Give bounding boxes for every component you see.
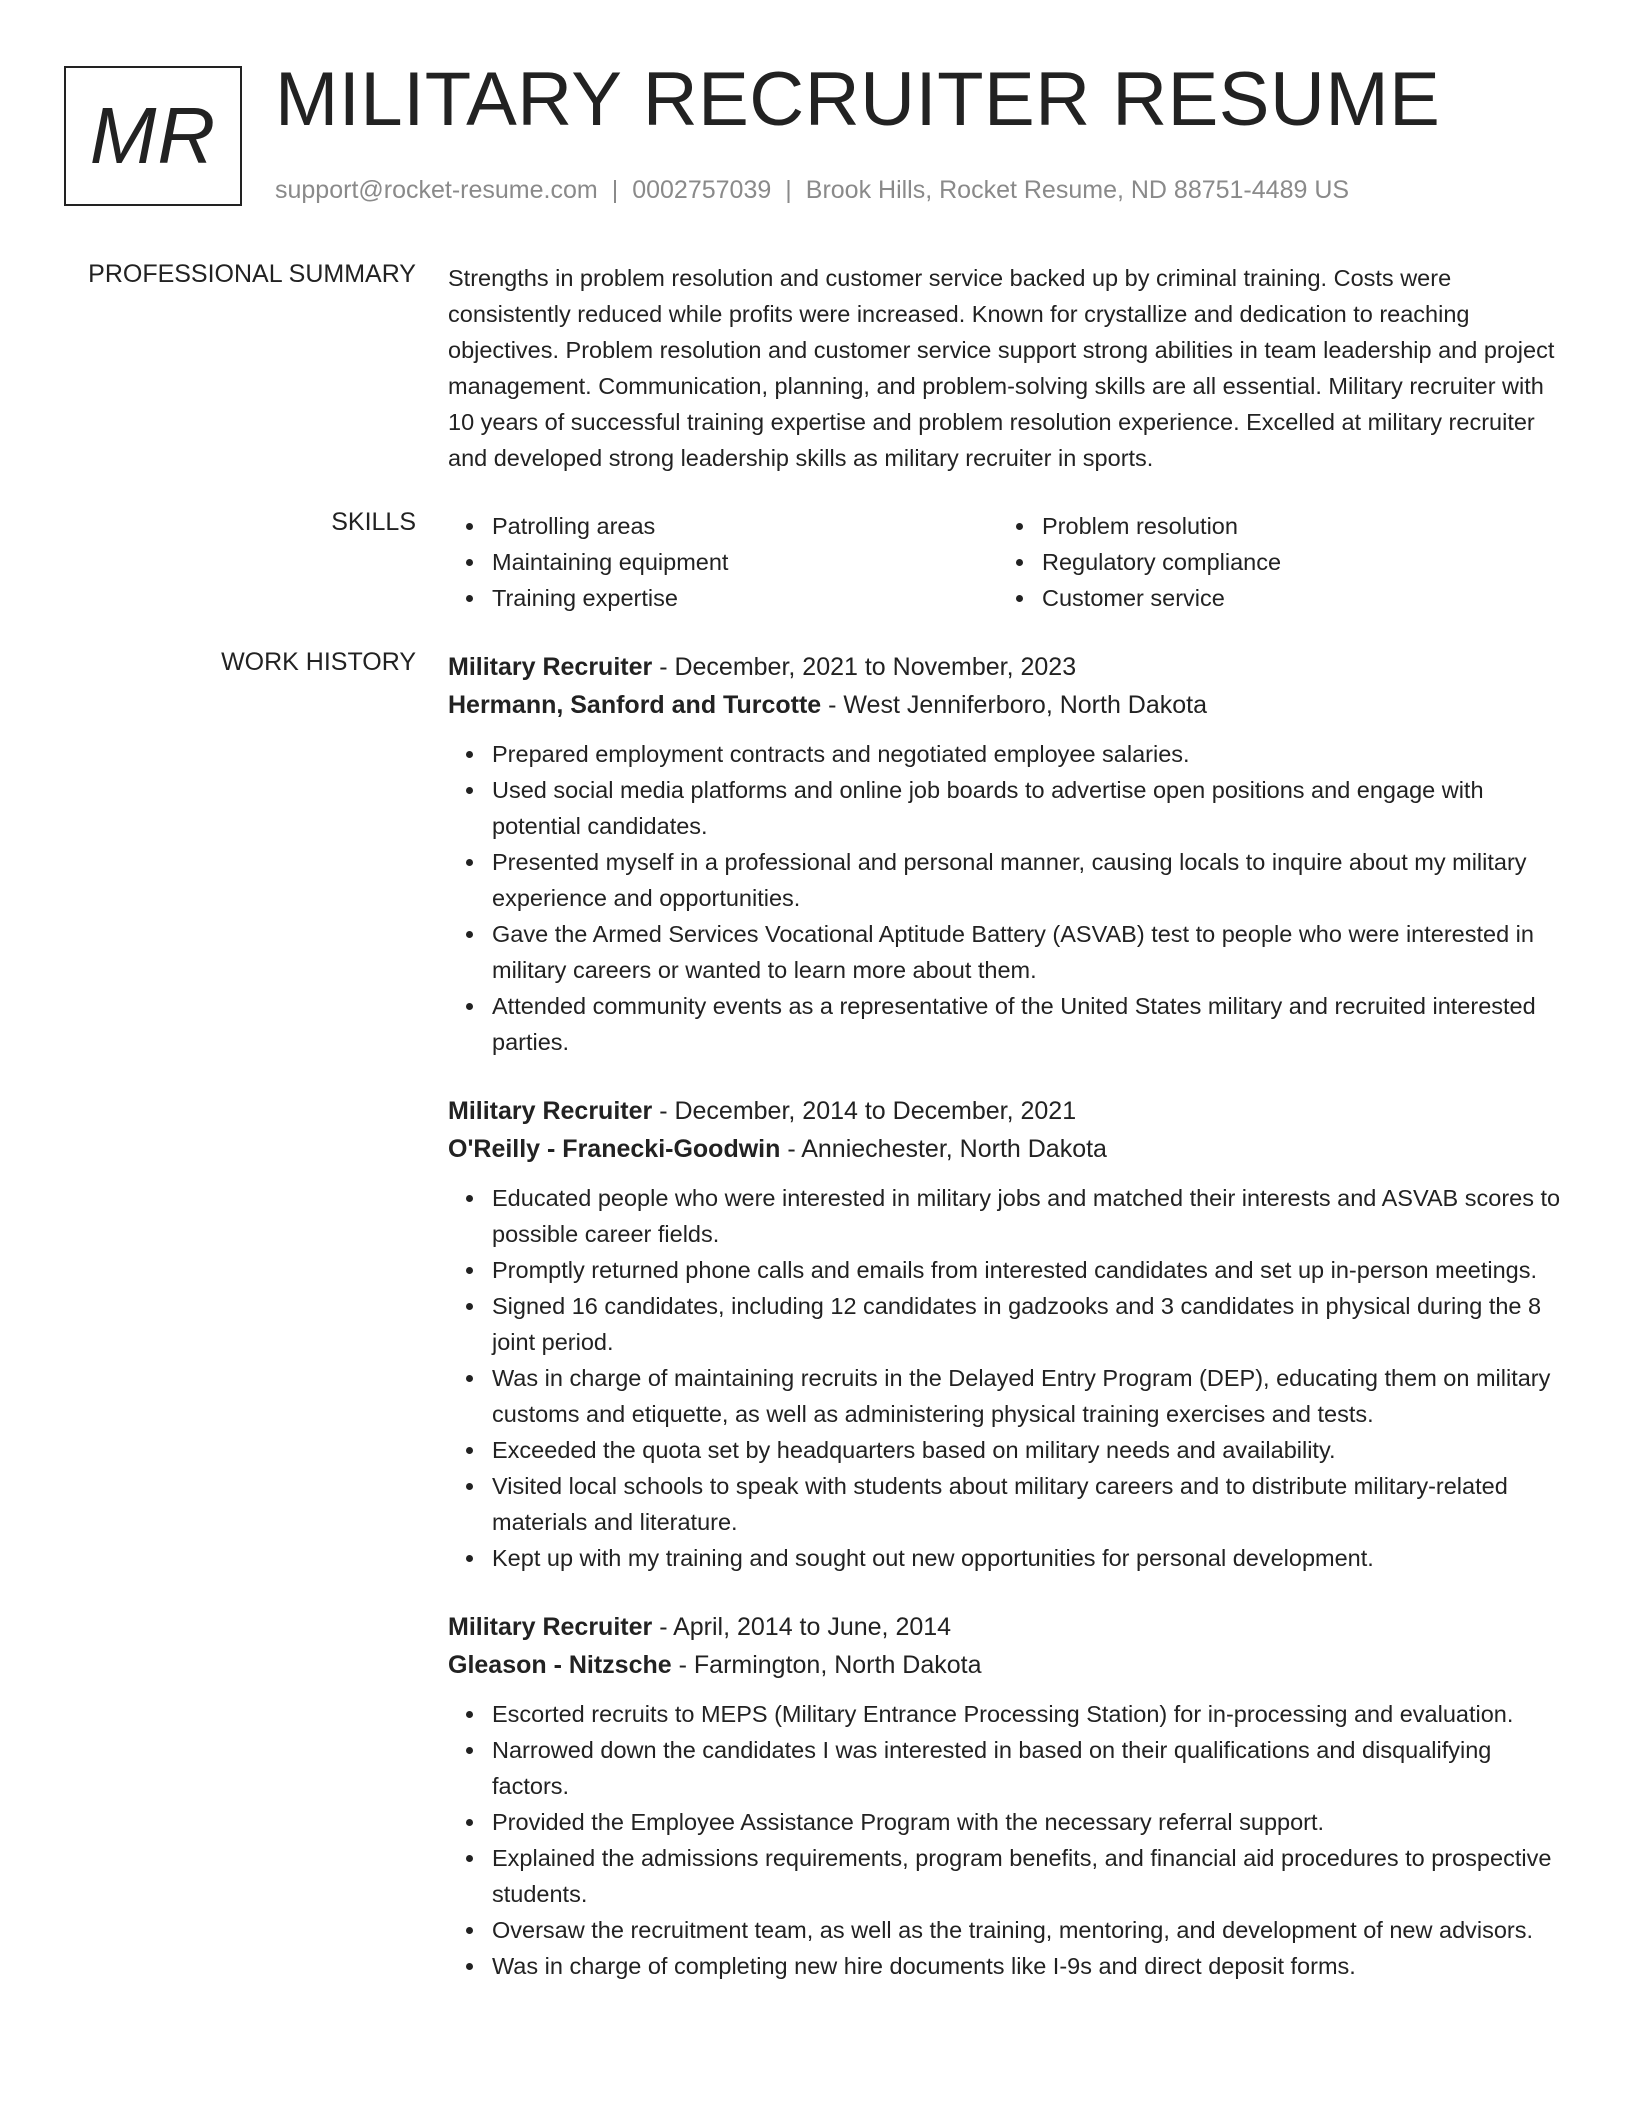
skill-item: Training expertise <box>492 580 998 616</box>
job-bullet: Escorted recruits to MEPS (Military Entrance Processing Station) for in-processing and evaluation. <box>492 1696 1570 1732</box>
job-bullet: Narrowed down the candidates I was interested in based on their qualifications and disqualifying factors. <box>492 1732 1570 1804</box>
job-bullets <box>448 1696 1570 1984</box>
job-bullet: Presented myself in a professional and personal manner, causing locals to inquire about my military experience and opportunities. <box>492 844 1570 916</box>
job-bullets <box>448 736 1570 1060</box>
job-company: O'Reilly - Franecki-Goodwin <box>448 1135 781 1163</box>
job-title-line <box>448 1092 1570 1130</box>
job-company-line <box>448 686 1570 724</box>
job-title-line <box>448 648 1570 686</box>
work-body <box>448 648 1570 2016</box>
job-title-line <box>448 1608 1570 1646</box>
skills-list-right <box>998 508 1548 616</box>
job-bullet: Educated people who were interested in military jobs and matched their interests and ASVAB scores to possible career fields. <box>492 1180 1570 1252</box>
contact-address: Brook Hills, Rocket Resume, ND 88751-4489 US <box>805 176 1350 204</box>
job-bullet: Visited local schools to speak with students about military careers and to distribute military-related materials and literature. <box>492 1468 1570 1540</box>
job-bullet: Promptly returned phone calls and emails from interested candidates and set up in-person meetings. <box>492 1252 1570 1288</box>
skill-item: Problem resolution <box>1042 508 1548 544</box>
job-role: Military Recruiter <box>448 653 653 681</box>
job-bullet: Used social media platforms and online job boards to advertise open positions and engage with potential candidates. <box>492 772 1570 844</box>
job-bullet: Attended community events as a representative of the United States military and recruited interested parties. <box>492 988 1570 1060</box>
job-bullet: Prepared employment contracts and negotiated employee salaries. <box>492 736 1570 772</box>
summary-text: Strengths in problem resolution and customer service backed up by criminal training. Costs were consistently reduced while profits were increased. Known for crystallize and dedication to reaching objectives. Problem resolution and customer service support strong abilities in team leadership and project management. Communication, planning, and problem-solving skills are all essential. Military recruiter with 10 years of successful training expertise and problem resolution experience. Excelled at military recruiter and developed strong leadership skills as military recruiter in sports. <box>448 265 1555 471</box>
job-location: - West Jenniferboro, North Dakota <box>821 691 1208 719</box>
skill-item: Patrolling areas <box>492 508 998 544</box>
job-bullet: Gave the Armed Services Vocational Aptitude Battery (ASVAB) test to people who were interested in military careers or wanted to learn more about them. <box>492 916 1570 988</box>
job-bullet: Explained the admissions requirements, program benefits, and financial aid procedures to prospective students. <box>492 1840 1570 1912</box>
job-dates: - December, 2021 to November, 2023 <box>652 653 1077 681</box>
job-location: - Anniechester, North Dakota <box>780 1135 1107 1163</box>
job-entry <box>448 1608 1570 1984</box>
job-entry <box>448 1092 1570 1576</box>
skills-columns <box>448 508 1570 616</box>
job-company-line <box>448 1646 1570 1684</box>
job-bullet: Signed 16 candidates, including 12 candidates in gadzooks and 3 candidates in physical during the 8 joint period. <box>492 1288 1570 1360</box>
job-bullet: Kept up with my training and sought out new opportunities for personal development. <box>492 1540 1570 1576</box>
resume-title: MILITARY RECRUITER RESUME <box>275 57 1441 142</box>
job-bullet: Exceeded the quota set by headquarters based on military needs and availability. <box>492 1432 1570 1468</box>
job-company: Hermann, Sanford and Turcotte <box>448 691 822 719</box>
job-bullets <box>448 1180 1570 1576</box>
skills-heading: SKILLS <box>331 508 416 536</box>
summary-body <box>448 260 1570 476</box>
job-dates: - December, 2014 to December, 2021 <box>652 1097 1077 1125</box>
job-bullet: Oversaw the recruitment team, as well as the training, mentoring, and development of new advisors. <box>492 1912 1570 1948</box>
skills-body <box>448 508 1570 616</box>
job-role: Military Recruiter <box>448 1097 653 1125</box>
skills-list-left <box>448 508 998 616</box>
job-company: Gleason - Nitzsche <box>448 1651 672 1679</box>
job-location: - Farmington, North Dakota <box>671 1651 982 1679</box>
monogram-logo: MR <box>64 66 242 206</box>
summary-heading: PROFESSIONAL SUMMARY <box>88 260 416 288</box>
skill-item: Customer service <box>1042 580 1548 616</box>
contact-separator: | <box>785 176 792 204</box>
skill-item: Maintaining equipment <box>492 544 998 580</box>
skill-item: Regulatory compliance <box>1042 544 1548 580</box>
work-heading: WORK HISTORY <box>221 648 416 676</box>
job-entry <box>448 648 1570 1060</box>
job-bullet: Was in charge of completing new hire documents like I-9s and direct deposit forms. <box>492 1948 1570 1984</box>
contact-email[interactable]: support@rocket-resume.com <box>275 176 598 204</box>
job-role: Military Recruiter <box>448 1613 653 1641</box>
job-bullet: Was in charge of maintaining recruits in the Delayed Entry Program (DEP), educating them on military customs and etiquette, as well as administering physical training exercises and tests. <box>492 1360 1570 1432</box>
job-company-line <box>448 1130 1570 1168</box>
job-dates: - April, 2014 to June, 2014 <box>652 1613 952 1641</box>
job-bullet: Provided the Employee Assistance Program with the necessary referral support. <box>492 1804 1570 1840</box>
contact-line <box>275 176 1349 205</box>
contact-separator: | <box>611 176 619 204</box>
contact-phone[interactable]: 0002757039 <box>632 176 772 204</box>
